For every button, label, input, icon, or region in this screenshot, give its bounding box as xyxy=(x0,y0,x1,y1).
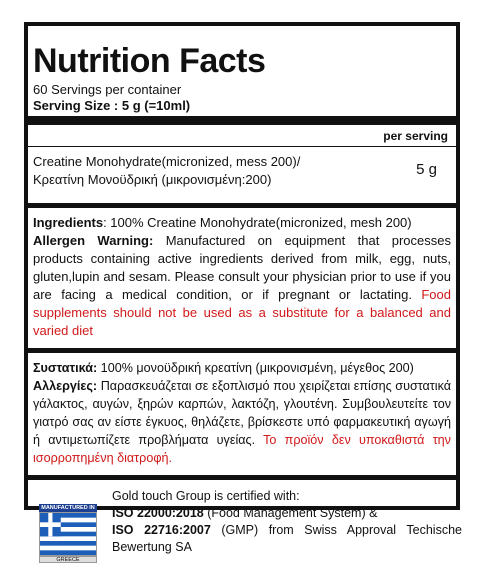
servings-per-container: 60 Servings per container xyxy=(33,82,182,97)
certification-section xyxy=(33,480,462,574)
allergen-label: Allergen Warning: xyxy=(33,233,154,248)
greek-ingredients-label: Συστατικά: xyxy=(33,361,98,375)
per-serving-header: per serving xyxy=(383,129,448,143)
greek-supplement-warning: Το προϊόν δεν υποκαθιστά την ισορροπημένη διατροφή. xyxy=(33,433,451,465)
ingredient-amount: 5 g xyxy=(416,161,437,178)
badge-bottom-label: GREECE xyxy=(39,556,97,563)
iso-22000-desc: (Food Management System) & xyxy=(203,506,378,520)
ingredients-text: : 100% Creatine Monohydrate(micronized, mesh 200) xyxy=(103,215,412,230)
greek-flag-icon xyxy=(39,512,97,556)
iso-22716-code: ISO 22716:2007 xyxy=(112,523,211,537)
greek-allergen-label: Αλλεργίες: xyxy=(33,379,98,393)
thick-divider xyxy=(28,116,456,125)
ingredient-name-gr: Κρεατίνη Μονοϋδρική (μικρονισμένη:200) xyxy=(33,172,272,187)
ingredient-name-en: Creatine Monohydrate(micronized, mess 200)/ xyxy=(33,154,301,169)
ingredients-label: Ingredients xyxy=(33,215,104,230)
allergen-text: Manufactured on equipment that processes products containing active ingredients derived from milk, egg, nuts, gluten,lupin and sesam. Please consult your physician prior to use if you are facing a medical condition, or if pregnant or lactating. xyxy=(33,233,451,302)
iso-22000-code: ISO 22000:2018 xyxy=(112,506,204,520)
certification-intro: Gold touch Group is certified with: xyxy=(112,489,300,503)
greek-allergen-text: Παρασκευάζεται σε εξοπλισμό που χειρίζεται επίσης συστατικά γάλακτος, αυγών, ξηρών καρπών, λακτόζη, γλουτένη. Συμβουλευτείτε τον γιατρό σας αν είστε έγκυος, θηλάζετε, βρίσκεστε υπό φαρμακευτική αγωγή ή αντιμετωπίζετε προβλήματα υγείας. xyxy=(33,379,451,447)
serving-size: Serving Size : 5 g (=10ml) xyxy=(33,98,191,113)
greek-ingredients-text: 100% μονοϋδρική κρεατίνη (μικρονισμένη, μέγεθος 200) xyxy=(97,361,414,375)
english-section xyxy=(33,208,451,348)
manufactured-in-greece-badge xyxy=(39,504,97,564)
greek-section xyxy=(33,353,451,475)
certification-text xyxy=(112,488,462,556)
iso-22716-desc: (GMP) from Swiss Approval Techische Bewertung SA xyxy=(112,523,462,554)
ingredient-name xyxy=(33,153,300,189)
page-title: Nutrition Facts xyxy=(33,42,266,80)
nutrition-facts-panel xyxy=(24,22,462,563)
ingredient-row xyxy=(33,147,451,203)
badge-top-label: MANUFACTURED IN xyxy=(39,504,97,512)
supplement-warning: Food supplements should not be used as a substitute for a balanced and varied diet xyxy=(33,287,451,338)
